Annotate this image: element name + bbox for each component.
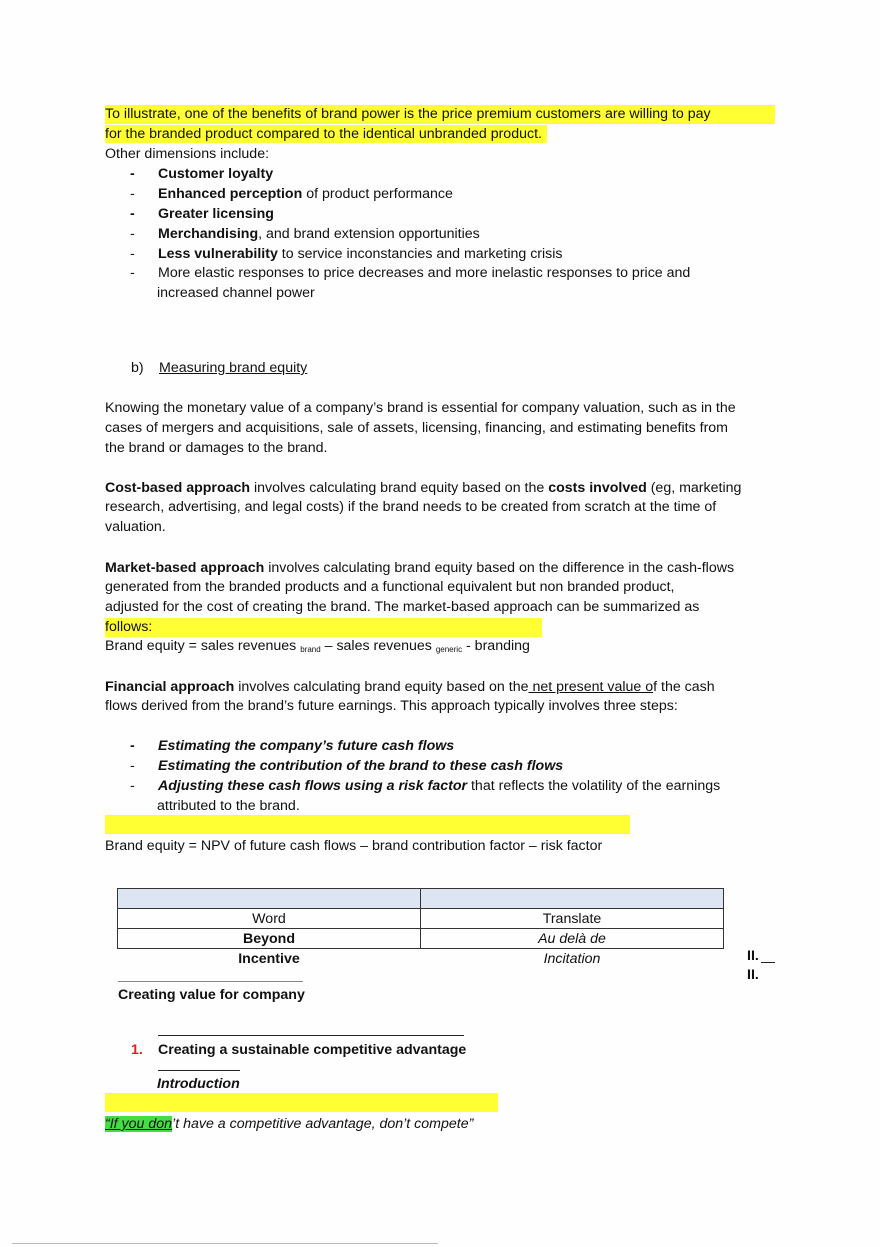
cost-based-line-1: Cost-based approach involves calculating brand equity based on the costs involved (eg, marketing	[105, 480, 742, 496]
table-cell	[118, 889, 421, 909]
footer-divider	[12, 1243, 438, 1244]
section-b-title: Measuring brand equity	[159, 360, 308, 376]
paragraph-line: valuation.	[105, 519, 166, 535]
paragraph-line: the brand or damages to the brand.	[105, 440, 328, 456]
paragraph-line: flows derived from the brand’s future earnings. This approach typically involves three steps:	[105, 698, 678, 714]
vocab-table	[117, 888, 724, 968]
divider	[158, 1035, 464, 1036]
list-dash: -	[130, 738, 135, 754]
intro-line-1: To illustrate, one of the benefits of brand power is the price premium customers are willing to pay	[105, 106, 711, 122]
list-item: Estimating the company’s future cash flows	[158, 738, 455, 754]
list-dash: -	[130, 778, 135, 794]
list-item: Adjusting these cash flows using a risk factor that reflects the volatility of the earnings	[158, 778, 721, 794]
subsection-number: 1.	[131, 1042, 143, 1058]
table-header-row	[118, 889, 724, 909]
list-item: Customer loyalty	[158, 166, 274, 182]
list-item-continuation: increased channel power	[157, 285, 315, 301]
divider	[158, 1070, 240, 1071]
table-header-translate: Translate	[421, 909, 724, 929]
list-dash: -	[130, 206, 135, 222]
paragraph-line: generated from the branded products and a functional equivalent but non branded product,	[105, 579, 675, 595]
list-dash: -	[130, 246, 135, 262]
paragraph-line: follows:	[105, 619, 153, 635]
table-header-word: Word	[118, 909, 421, 929]
list-dash: -	[130, 226, 135, 242]
table-cell-word: Incentive	[238, 950, 300, 967]
divider	[118, 981, 303, 982]
list-item: Enhanced perception of product performance	[158, 186, 453, 202]
list-item: Merchandising, and brand extension opportunities	[158, 226, 480, 242]
table-row	[118, 949, 724, 969]
quote: “If you don’t have a competitive advantage, don’t compete”	[105, 1116, 474, 1132]
side-marker: II.	[747, 948, 759, 964]
financial-formula: Brand equity = NPV of future cash flows – brand contribution factor – risk factor	[105, 838, 603, 854]
list-dash: -	[130, 186, 135, 202]
list-item: Estimating the contribution of the brand to these cash flows	[158, 758, 564, 774]
list-item: Less vulnerability to service inconstancies and marketing crisis	[158, 246, 563, 262]
intro-line-2: for the branded product compared to the identical unbranded product.	[105, 126, 542, 142]
marker-underline	[761, 962, 775, 963]
table-row	[118, 909, 724, 929]
financial-line-1: Financial approach involves calculating brand equity based on the net present value of the cash	[105, 679, 715, 695]
list-item-continuation: attributed to the brand.	[157, 798, 300, 814]
paragraph-line: research, advertising, and legal costs) if the brand needs to be created from scratch at the time of	[105, 499, 717, 515]
market-formula: Brand equity = sales revenues $_{brand}$ – sales revenues $_{generic}$ - branding	[105, 638, 530, 654]
list-dash: -	[130, 166, 135, 182]
side-marker: II.	[747, 967, 759, 983]
introduction-label: Introduction	[157, 1076, 240, 1092]
table-cell	[421, 889, 724, 909]
table-cell-translation: Au delà de	[421, 929, 724, 949]
creating-value-heading: Creating value for company	[118, 987, 305, 1003]
list-item: Greater licensing	[158, 206, 274, 222]
list-dash: -	[130, 758, 135, 774]
npv-link[interactable]: net present value o	[528, 679, 654, 695]
table-cell-word: Beyond	[118, 929, 421, 949]
quote-highlight: “If you don	[105, 1116, 173, 1132]
list-item: More elastic responses to price decreases and more inelastic responses to price and	[158, 265, 691, 281]
dimensions-label: Other dimensions include:	[105, 146, 270, 162]
paragraph-line: cases of mergers and acquisitions, sale of assets, licensing, financing, and estimating benefits from	[105, 420, 728, 436]
highlight-bar	[105, 618, 542, 637]
list-dash: -	[130, 265, 135, 281]
highlight-bar	[105, 1093, 498, 1112]
section-b-marker: b)	[131, 360, 144, 376]
highlight-bar	[105, 815, 630, 834]
market-based-line-1: Market-based approach involves calculating brand equity based on the difference in the cash-flows	[105, 560, 735, 576]
subsection-title: Creating a sustainable competitive advantage	[158, 1042, 467, 1058]
table-row	[118, 929, 724, 949]
table-cell-translation: Incitation	[543, 950, 601, 967]
paragraph-line: Knowing the monetary value of a company’s brand is essential for company valuation, such as in the	[105, 400, 736, 416]
paragraph-line: adjusted for the cost of creating the brand. The market-based approach can be summarized as	[105, 599, 700, 615]
